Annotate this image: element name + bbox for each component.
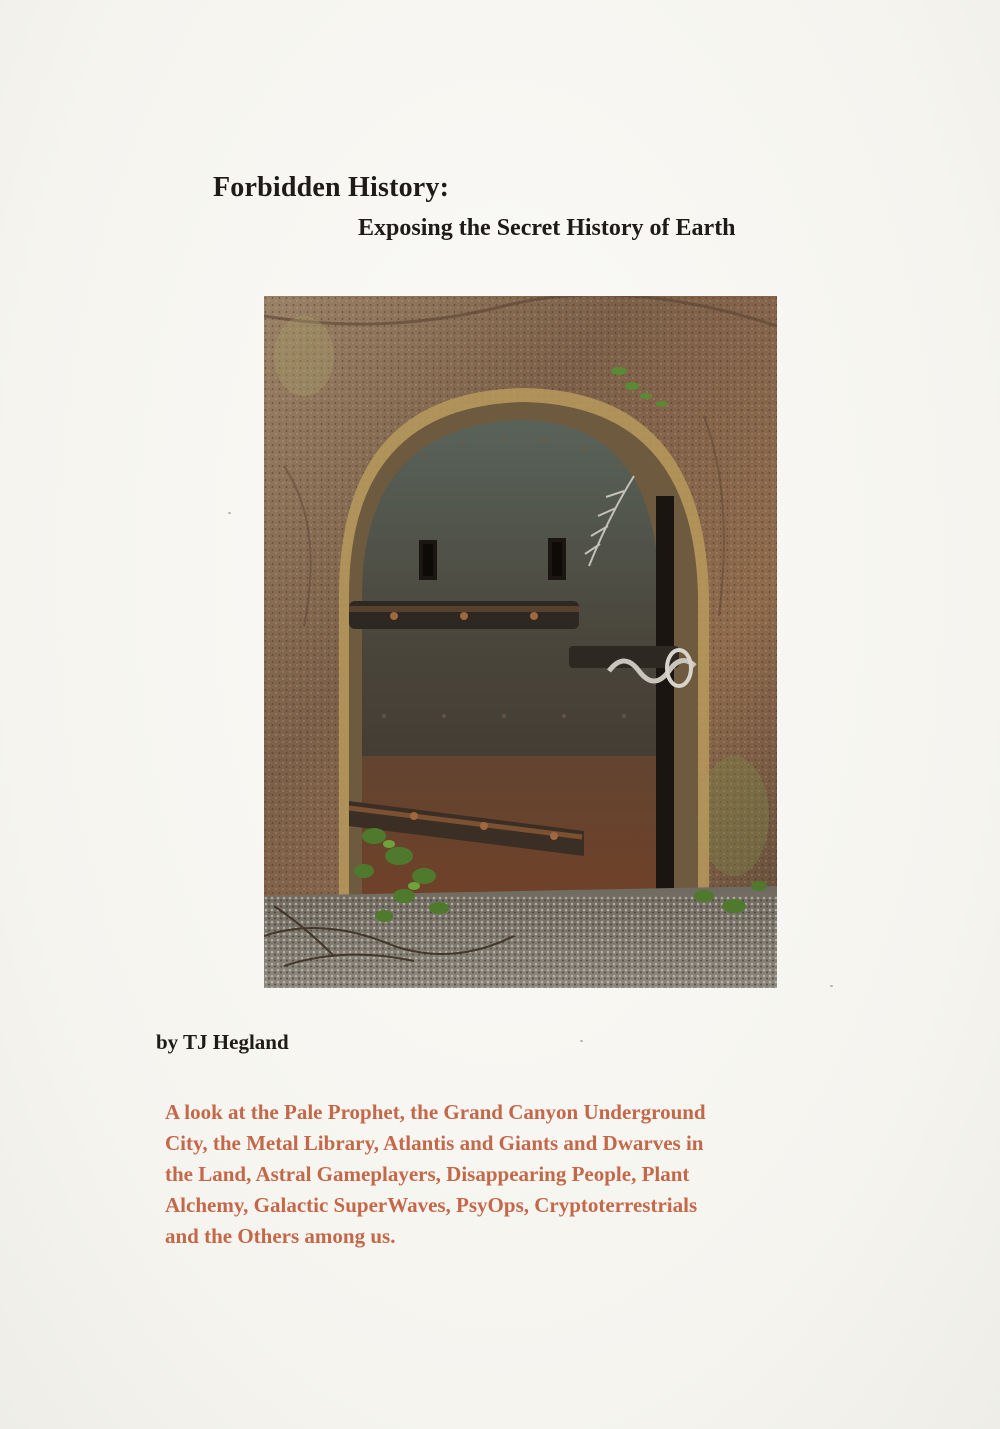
paper-speck <box>228 512 231 514</box>
blurb-line: Alchemy, Galactic SuperWaves, PsyOps, Cryptoterrestrials <box>165 1193 698 1217</box>
cover-photo <box>264 296 777 988</box>
blurb-line: A look at the Pale Prophet, the Grand Canyon Underground <box>165 1100 706 1124</box>
author-line: by TJ Hegland <box>156 1030 289 1054</box>
blurb-line: the Land, Astral Gameplayers, Disappearing People, Plant <box>165 1162 690 1186</box>
book-subtitle: Exposing the Secret History of Earth <box>358 215 736 241</box>
paper-speck <box>830 985 833 987</box>
arched-door-illustration <box>264 296 777 988</box>
book-title: Forbidden History: <box>213 172 450 203</box>
book-blurb <box>165 1097 865 1252</box>
blurb-line: City, the Metal Library, Atlantis and Giants and Dwarves in <box>165 1131 704 1155</box>
paper-speck <box>580 1040 583 1042</box>
blurb-line: and the Others among us. <box>165 1224 396 1248</box>
